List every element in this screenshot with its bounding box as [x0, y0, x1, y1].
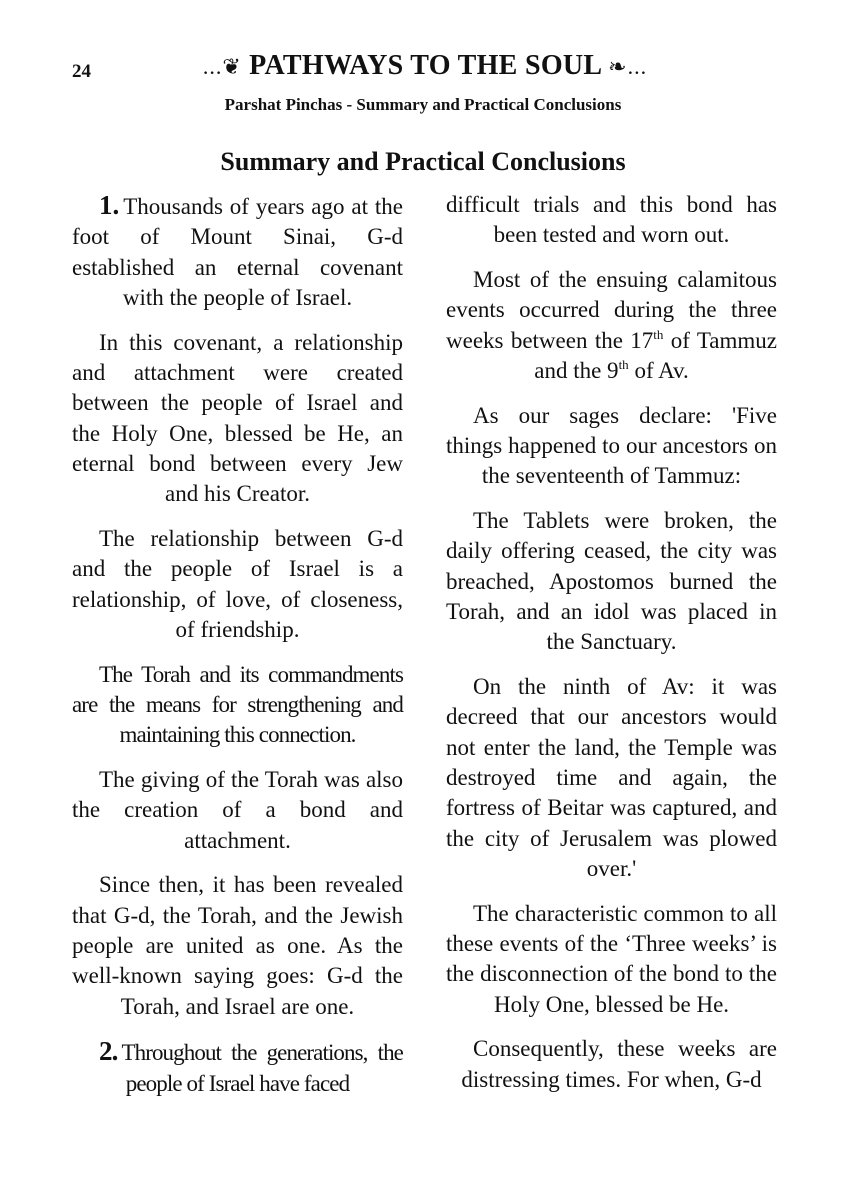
paragraph: The characteristic common to all these events of the ‘Three weeks’ is the disconnection of the bond to the Holy One, blessed be He.	[446, 900, 777, 1017]
paragraph	[72, 1036, 403, 1099]
point-number: 2.	[99, 1036, 118, 1067]
paragraph: The relationship between G-d and the people of Israel is a relationship, of love, of closeness, of friendship.	[72, 525, 403, 642]
left-column	[72, 190, 403, 1114]
paragraph-text: Most of the ensuing calamitous events occurred during the three weeks between the 17	[446, 267, 777, 353]
chapter-subtitle: Parshat Pinchas - Summary and Practical Conclusions	[224, 95, 622, 114]
paragraph: On the ninth of Av: it was decreed that our ancestors would not enter the land, the Temple was destroyed time and again, the fortress of Beitar was captured, and the city of Jerusalem was plowed over.'	[446, 674, 777, 881]
page-number: 24	[72, 61, 91, 82]
right-column	[446, 190, 777, 1110]
paragraph: Since then, it has been revealed that G-d, the Torah, and the Jewish people are united as one. As the well-known saying goes: G-d the Torah, and Israel are one.	[72, 872, 403, 1019]
ornament-right-icon: ❧...	[608, 54, 648, 79]
book-title: PATHWAYS TO THE SOUL	[249, 50, 601, 81]
paragraph: Consequently, these weeks are distressing times. For when, G-d	[461, 1036, 777, 1092]
ordinal-suffix: th	[653, 326, 664, 342]
paragraph: The Tablets were broken, the daily offering ceased, the city was breached, Apostomos burned the Torah, and an idol was placed in the Sanctuary.	[446, 508, 777, 655]
running-head	[130, 50, 720, 82]
ornament-left-icon: ...❦	[202, 54, 242, 79]
paragraph-text: Thousands of years ago at the foot of Mount Sinai, G-d established an eternal covenant with the people of Israel.	[72, 194, 403, 310]
paragraph	[446, 265, 777, 386]
paragraph: In this covenant, a relationship and attachment were created between the people of Israel and the Holy One, blessed be He, an eternal bond between every Jew and his Creator.	[72, 329, 403, 507]
paragraph: As our sages declare: 'Five things happened to our ancestors on the seventeenth of Tammuz:	[446, 402, 777, 489]
ordinal-suffix: th	[618, 356, 629, 372]
paragraph: difficult trials and this bond has been tested and worn out.	[446, 192, 777, 248]
paragraph-text: of Av.	[628, 357, 689, 383]
paragraph-text: of Tammuz and the 9	[534, 327, 778, 383]
section-title: Summary and Practical Conclusions	[220, 147, 626, 176]
paragraph: The Torah and its commandments are the means for strengthening and maintaining this connection.	[72, 661, 403, 748]
point-number: 1.	[99, 190, 120, 220]
paragraph: The giving of the Torah was also the creation of a bond and attachment.	[72, 767, 403, 853]
paragraph-text: Throughout the generations, the people of Israel have faced	[121, 1040, 403, 1096]
paragraph	[72, 190, 403, 313]
